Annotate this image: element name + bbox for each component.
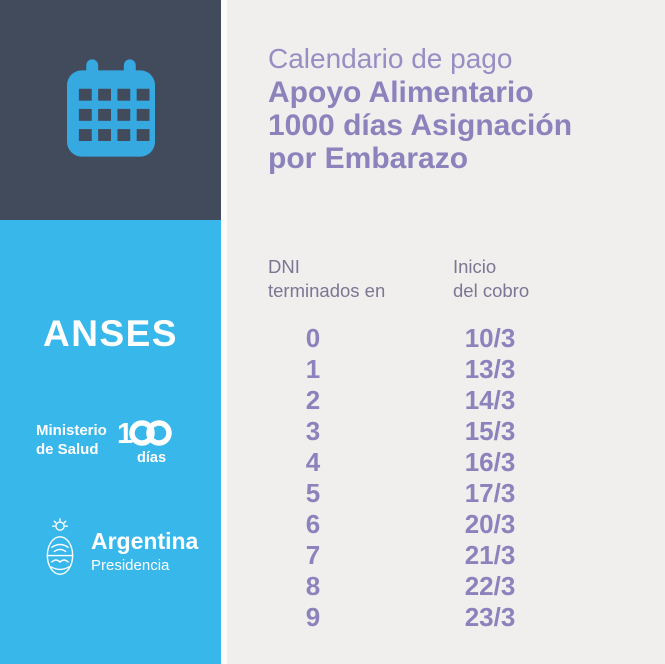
- table-row: [268, 385, 665, 416]
- dni-cell: 4: [305, 447, 321, 477]
- left-sidebar: [0, 0, 221, 664]
- page-subtitle: Calendario de pago: [268, 43, 513, 74]
- payment-schedule-table: [268, 323, 665, 633]
- dni-cell: 6: [305, 509, 321, 539]
- argentina-presidencia-logo: [42, 518, 198, 585]
- dni-column-header: DNI terminados en: [268, 256, 386, 301]
- coat-of-arms-icon: [42, 518, 78, 585]
- date-cell: 21/3: [464, 540, 516, 570]
- table-row: [268, 509, 665, 540]
- dni-cell: 8: [305, 571, 321, 601]
- table-row: [268, 540, 665, 571]
- date-cell: 20/3: [464, 509, 516, 539]
- date-cell: 22/3: [464, 571, 516, 601]
- date-cell: 14/3: [464, 385, 516, 415]
- table-row: [268, 447, 665, 478]
- ministry-label: Ministerio de Salud: [36, 422, 107, 458]
- dni-cell: 7: [305, 540, 321, 570]
- table-row: [268, 478, 665, 509]
- argentina-wordmark: [91, 528, 198, 575]
- page-title-line: Apoyo Alimentario: [268, 76, 534, 109]
- date-cell: 23/3: [464, 602, 516, 632]
- table-row: [268, 323, 665, 354]
- dni-cell: 3: [305, 416, 321, 446]
- table-row: [268, 416, 665, 447]
- date-cell: 10/3: [464, 323, 516, 353]
- page-title-line: por Embarazo: [268, 142, 469, 175]
- calendar-icon: [67, 59, 155, 162]
- inicio-column-header: Inicio del cobro: [453, 256, 530, 301]
- dni-cell: 2: [305, 385, 321, 415]
- date-cell: 15/3: [464, 416, 516, 446]
- date-cell: 16/3: [464, 447, 516, 477]
- dias-label: días: [136, 450, 166, 464]
- date-cell: 13/3: [464, 354, 516, 384]
- dni-cell: 5: [305, 478, 321, 508]
- argentina-label: Argentina: [91, 528, 199, 554]
- table-row: [268, 354, 665, 385]
- brand-panel: [0, 220, 221, 664]
- dni-cell: 0: [305, 323, 321, 353]
- dias-number: 1: [116, 418, 133, 450]
- table-row: [268, 602, 665, 633]
- heart-icon: ♥: [147, 428, 154, 440]
- date-cell: 17/3: [464, 478, 516, 508]
- table-header-row: [268, 255, 665, 303]
- dni-cell: 9: [305, 602, 321, 632]
- anses-logo: ANSES: [43, 313, 178, 354]
- calendar-icon-panel: [0, 0, 221, 220]
- presidencia-label: Presidencia: [91, 557, 170, 574]
- ministry-logo: [36, 416, 175, 464]
- content-panel: [227, 0, 665, 664]
- table-row: [268, 571, 665, 602]
- 100-dias-icon: [117, 416, 175, 464]
- title-block: [268, 42, 665, 175]
- dni-cell: 1: [305, 354, 321, 384]
- page-title-line: 1000 días Asignación: [268, 109, 573, 142]
